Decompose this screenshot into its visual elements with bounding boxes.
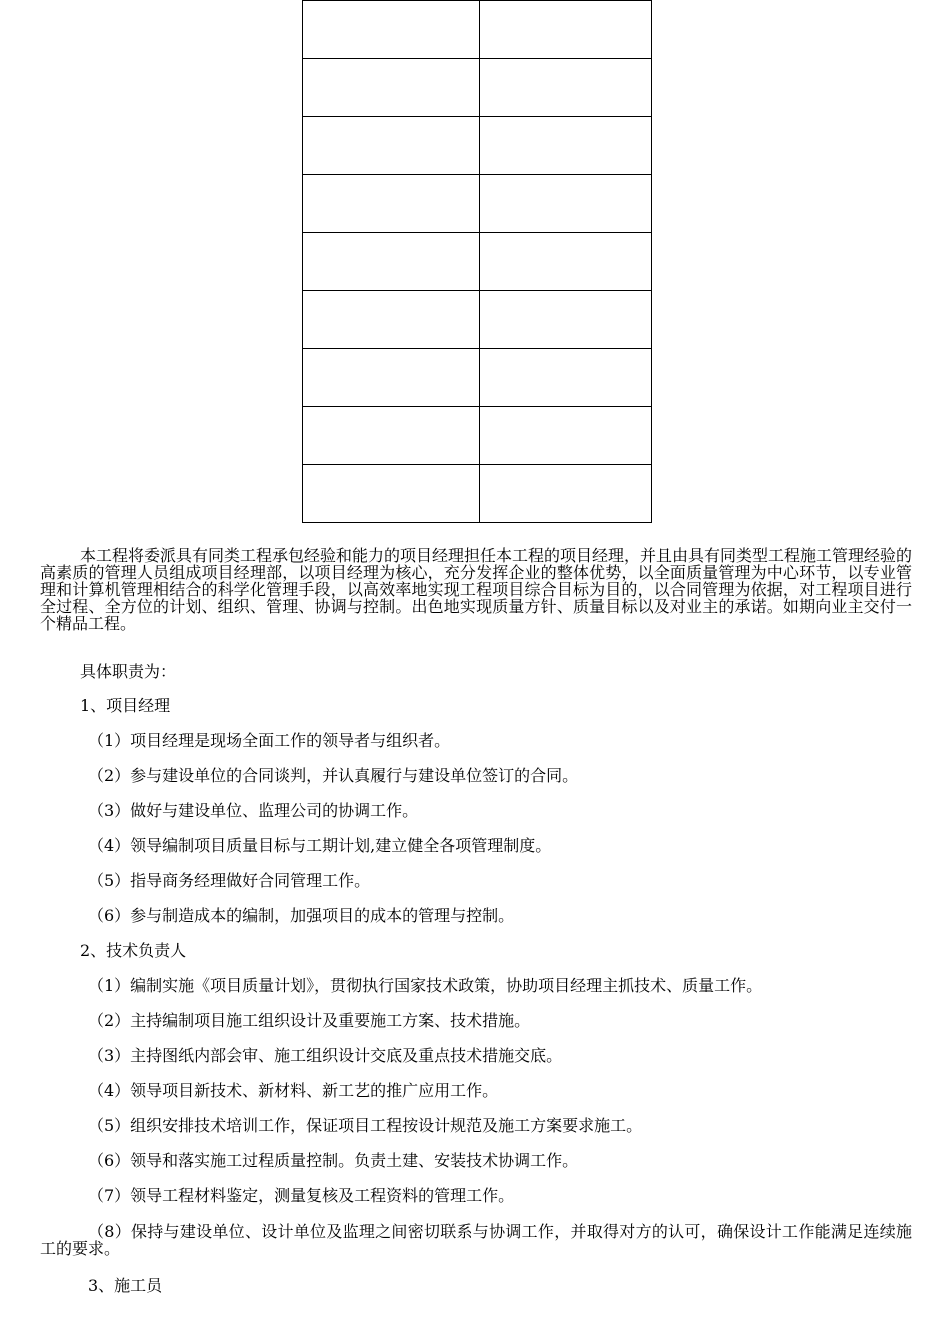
table-row bbox=[303, 291, 652, 349]
table-cell bbox=[480, 175, 652, 233]
table-cell bbox=[303, 407, 480, 465]
table-cell bbox=[480, 465, 652, 523]
list-item: （2）参与建设单位的合同谈判，并认真履行与建设单位签订的合同。 bbox=[88, 766, 579, 785]
table-cell bbox=[303, 291, 480, 349]
list-item: （5）指导商务经理做好合同管理工作。 bbox=[88, 871, 371, 890]
list-item: （1）项目经理是现场全面工作的领导者与组织者。 bbox=[88, 731, 451, 750]
table-row bbox=[303, 233, 652, 291]
table-cell bbox=[303, 1, 480, 59]
table-cell bbox=[303, 175, 480, 233]
section-title-site-engineer: 3、施工员 bbox=[88, 1276, 163, 1295]
list-item: （3）主持图纸内部会审、施工组织设计交底及重点技术措施交底。 bbox=[88, 1046, 563, 1065]
table-row bbox=[303, 59, 652, 117]
list-item: （2）主持编制项目施工组织设计及重要施工方案、技术措施。 bbox=[88, 1011, 531, 1030]
duties-heading: 具体职责为： bbox=[80, 662, 177, 681]
table-row bbox=[303, 117, 652, 175]
table-cell bbox=[480, 407, 652, 465]
list-item: （5）组织安排技术培训工作，保证项目工程按设计规范及施工方案要求施工。 bbox=[88, 1116, 643, 1135]
list-item: （6）领导和落实施工过程质量控制。负责土建、安装技术协调工作。 bbox=[88, 1151, 579, 1170]
blank-form-table bbox=[302, 0, 652, 523]
table-row bbox=[303, 465, 652, 523]
list-item: （6）参与制造成本的编制，加强项目的成本的管理与控制。 bbox=[88, 906, 515, 925]
table-row bbox=[303, 1, 652, 59]
table-cell bbox=[480, 233, 652, 291]
list-item: （7）领导工程材料鉴定，测量复核及工程资料的管理工作。 bbox=[88, 1186, 515, 1205]
table-row bbox=[303, 349, 652, 407]
table-cell bbox=[303, 465, 480, 523]
table-cell bbox=[303, 349, 480, 407]
table-cell bbox=[480, 1, 652, 59]
list-item-wrapped: （8）保持与建设单位、设计单位及监理之间密切联系与协调工作，并取得对方的认可，确保设计工作能满足连续施工的要求。 bbox=[40, 1222, 912, 1258]
table-row bbox=[303, 175, 652, 233]
intro-paragraph: 本工程将委派具有同类工程承包经验和能力的项目经理担任本工程的项目经理，并且由具有同类型工程施工管理经验的高素质的管理人员组成项目经理部，以项目经理为核心，充分发挥企业的整体优势，以全面质量管理为中心环节，以专业管理和计算机管理相结合的科学化管理手段，以高效率地实现工程项目综合目标为目的，以合同管理为依据，对工程项目进行全过程、全方位的计划、组织、管理、协调与控制。出色地实现质量方针、质量目标以及对业主的承诺。如期向业主交付一个精品工程。 bbox=[40, 546, 913, 633]
table-cell bbox=[480, 349, 652, 407]
section-title-project-manager: 1、项目经理 bbox=[80, 696, 171, 715]
table-cell bbox=[480, 59, 652, 117]
list-item: （1）编制实施《项目质量计划》，贯彻执行国家技术政策，协助项目经理主抓技术、质量工作。 bbox=[88, 976, 763, 995]
list-item: （4）领导项目新技术、新材料、新工艺的推广应用工作。 bbox=[88, 1081, 499, 1100]
table-cell bbox=[303, 233, 480, 291]
table-cell bbox=[480, 117, 652, 175]
list-item: （3）做好与建设单位、监理公司的协调工作。 bbox=[88, 801, 419, 820]
table-cell bbox=[303, 59, 480, 117]
table-cell bbox=[480, 291, 652, 349]
list-item: （4）领导编制项目质量目标与工期计划,建立健全各项管理制度。 bbox=[88, 836, 552, 855]
table-row bbox=[303, 407, 652, 465]
table-cell bbox=[303, 117, 480, 175]
section-title-technical-lead: 2、技术负责人 bbox=[80, 941, 187, 960]
